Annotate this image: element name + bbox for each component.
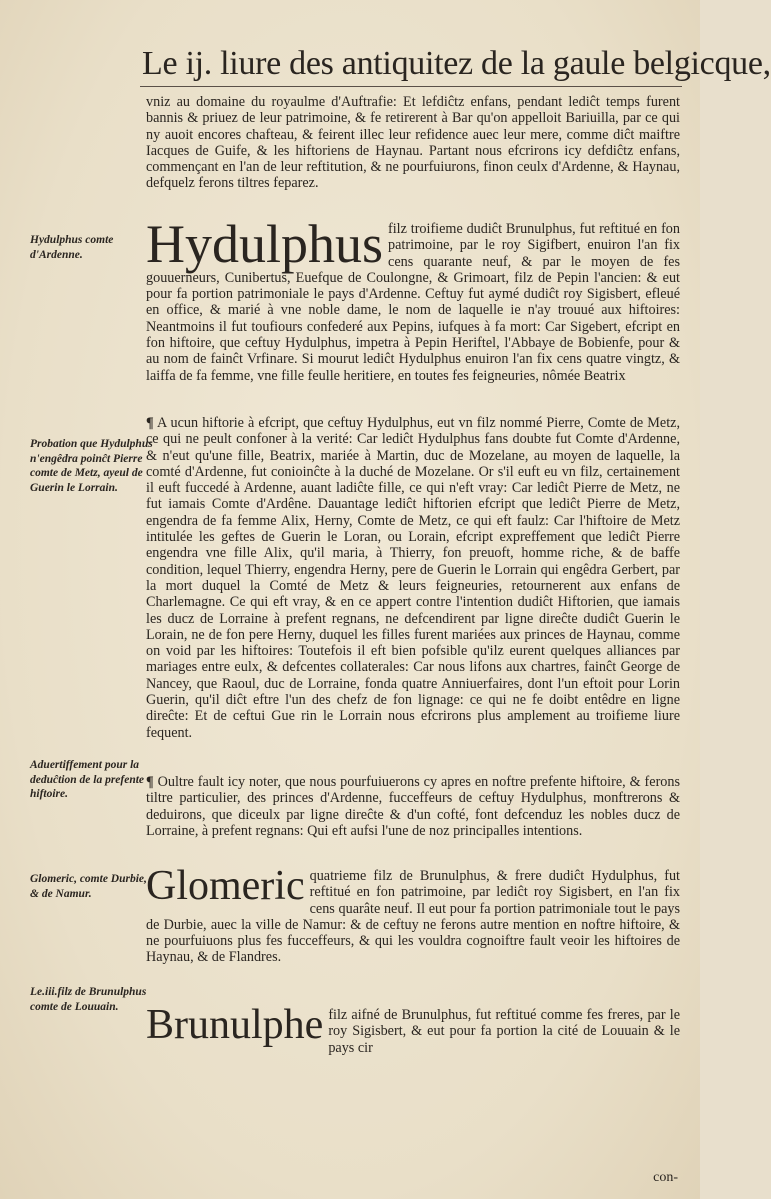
paragraph-aduertissement-text: Oultre fault icy noter, que nous pourfuiuerons cy apres en noftre prefente hiftoire, & ferons tiltre particulier, des princes d'Ardenne, fucceffeurs de ceftuy Hydulphus, monftrerons & deduirons, que diceulx par ligne direĉte & d'un cofté, font defcenduz les nobles ducz de Lorraine, à prefent regnans: Qui eft aufsi l'une de noz principalles intentions. bbox=[146, 774, 680, 839]
header-rule bbox=[140, 86, 682, 87]
margin-note-aduertissement: Aduertiffement pour la deduĉtion de la prefente hiftoire. bbox=[30, 759, 145, 800]
running-header: Le ij. liure des antiquitez de la gaule belgicque, bbox=[142, 45, 771, 82]
paragraph-intro bbox=[146, 94, 680, 192]
pilcrow-mark: ¶ bbox=[146, 415, 154, 431]
drop-cap-brunulphe: Brunulphe bbox=[146, 1002, 324, 1048]
paragraph-aduertissement bbox=[146, 774, 680, 839]
paragraph-hydulphus bbox=[146, 214, 680, 384]
paragraph-glomeric bbox=[146, 863, 680, 966]
paragraph-hydulphus-text: filz troifieme dudiĉt Brunulphus, fut reftitué en fon patrimoine, par le roy Sigifbert, enuiron l'an fix cens quarante neuf, & par le moyen de fes gouuerneurs, Cunibertus, Euefque de Coulongne, & Grimoart, filz de Pepin l'ancien: & eut pour fa portion patrimoniale le pays d'Ardenne. Ceftuy fut aymé dudiĉt roy Sigisbert, efleué en office, & marié à vne noble dame, le nom de laquelle ie n'ay trouué aux hiftoires: Neantmoins il fut toufiours confederé aux Pepins, iufques à fa mort: Car Sigebert, efcript en fon hiftoire, que ceftuy Hydulphus, impetra à Pepin Heriftel, l'Abbaye de Bobienfe, pour & au nom de fainĉt Vrfinare. Si mourut lediĉt Hydulphus enuiron l'an fix cens quatre vingtz, & laiffa de fa femme, vne fille feulle heritiere, en toutes fes feigneuries, nômée Beatrix bbox=[146, 221, 680, 384]
margin-note-louuain: Le.iii.filz de Brunulphus comte de Louuain. bbox=[30, 986, 147, 1013]
paragraph-glomeric-text: quatrieme filz de Brunulphus, & frere dudiĉt Hydulphus, fut reftitué en fon patrimoine, par lediĉt roy Sigisbert, en l'an fix cens quarâte neuf. Il eut pour fa portion patrimoniale tout le pays de Durbie, auec la ville de Namur: & de ceftuy ne ferons autre mention en noftre hiftoire, & ne pourfuiuons plus fes fucceffeurs, & qui les vouldra cognoiftre fault veoir les hiftoires de Haynau, & de Flandres. bbox=[146, 868, 680, 966]
pilcrow-mark: ¶ bbox=[146, 774, 154, 790]
paragraph-probation-text: A ucun hiftorie à efcript, que ceftuy Hydulphus, eut vn filz nommé Pierre, Comte de Metz, ce qui ne peult confoner à la verité: Car lediĉt Hydulphus fans doubte fut Comte d'Ardenne, & n'eut qu'une fille, Beatrix, mariée à Martin, duc de Mozelane, au moyen de laquelle, la comté d'Ardenne, fut conioinĉte à la duché de Mozelane. Or s'il euft eu vn filz, certainement il euft fuccedé à Ardenne, auant ladiĉte fille, ce qui n'eft vray: Car lediĉt Pierre de Metz, ne fut iamais Comte d'Ardêne. Dauantage lediĉt hiftorien efcript que lediĉt Pierre de Metz, engendra de fa femme Alix, Herny, Comte de Metz, ce qui eft faulz: Car l'hiftoire de Metz intitulée les geftes de Guerin le Loran, ou Lorain, efcript expreffement que lediĉt Pierre engendra vne fille Alix, qu'il maria, à Thierry, fon preuoft, homme riche, & de baffe condition, lequel Thierry, engendra Herny, pere de Guerin le Lorrain qui engêdra Gerbert, par la mort duquel la Comté de Metz & leurs feigneuries, retournerent aux enfans de Charlemagne. Ce qui eft vray, & en ce appert contre l'intention dudiĉt Hiftorien, que iamais les ducz de Lorraine à prefent regnans, ne defcendirent par ligne direĉte dudiĉt Guerin le Lorain, ne de fon pere Herny, duquel les filles furent mariées aux princes de Haynau, comme on void par les hiftoires: Toutefois il eft bien pofsible qu'ilz eurent quelques alliances par mariages entre eulx, & defcentes collaterales: Car nous lifons aux chartres, fainĉt George de Nancey, que Raoul, duc de Lorraine, fonda quatre Anniuerfaires, dont l'un eftoit pour Lorin Guerin, qu'il diĉt eftre l'un des chefz de fon lignage: ce qui ne fe doibt entêdre en ligne direĉte: Et de ceftui Gue rin le Lorrain nous efcrirons plus amplement au troifieme liure fequent. bbox=[146, 415, 680, 741]
margin-note-probation: Probation que Hydulphus n'engêdra poinĉt Pierre comte de Metz, ayeul de Guerin le Lorrain. bbox=[30, 438, 153, 494]
catchword: con- bbox=[653, 1170, 678, 1185]
margin-note-hydulphus: Hydulphus comte d'Ardenne. bbox=[30, 234, 114, 261]
drop-cap-hydulphus: Hydulphus bbox=[146, 214, 384, 274]
paragraph-intro-text: vniz au domaine du royaulme d'Auftrafie: Et lefdiĉtz enfans, pendant lediĉt temps furent bannis & priuez de leur patrimoine, & fe retirerent à Bar qu'on appelloit Bariuilla, par ce qui ny auoit encores chafteau, & feirent illec leur refidence auec leur mere, comme diĉt maiftre Iacques de Guife, & les hiftoriens de Haynau. Partant nous efcrirons icy defdiĉtz enfans, commençant en l'an de leur reftitution, & ne pourfuiurons, finon ceulx d'Ardenne, & Haynau, defquelz ferons tiltres feparez. bbox=[146, 94, 680, 192]
drop-cap-glomeric: Glomeric bbox=[146, 863, 305, 909]
paragraph-brunulphe bbox=[146, 1002, 680, 1056]
paragraph-brunulphe-text: filz aifné de Brunulphus, fut reftitué comme fes freres, par le roy Sigisbert, & eut pour fa portion la cité de Louuain & le pays cir bbox=[328, 1007, 680, 1056]
margin-note-glomeric: Glomeric, comte Durbie, & de Namur. bbox=[30, 873, 147, 900]
paragraph-probation bbox=[146, 415, 680, 741]
